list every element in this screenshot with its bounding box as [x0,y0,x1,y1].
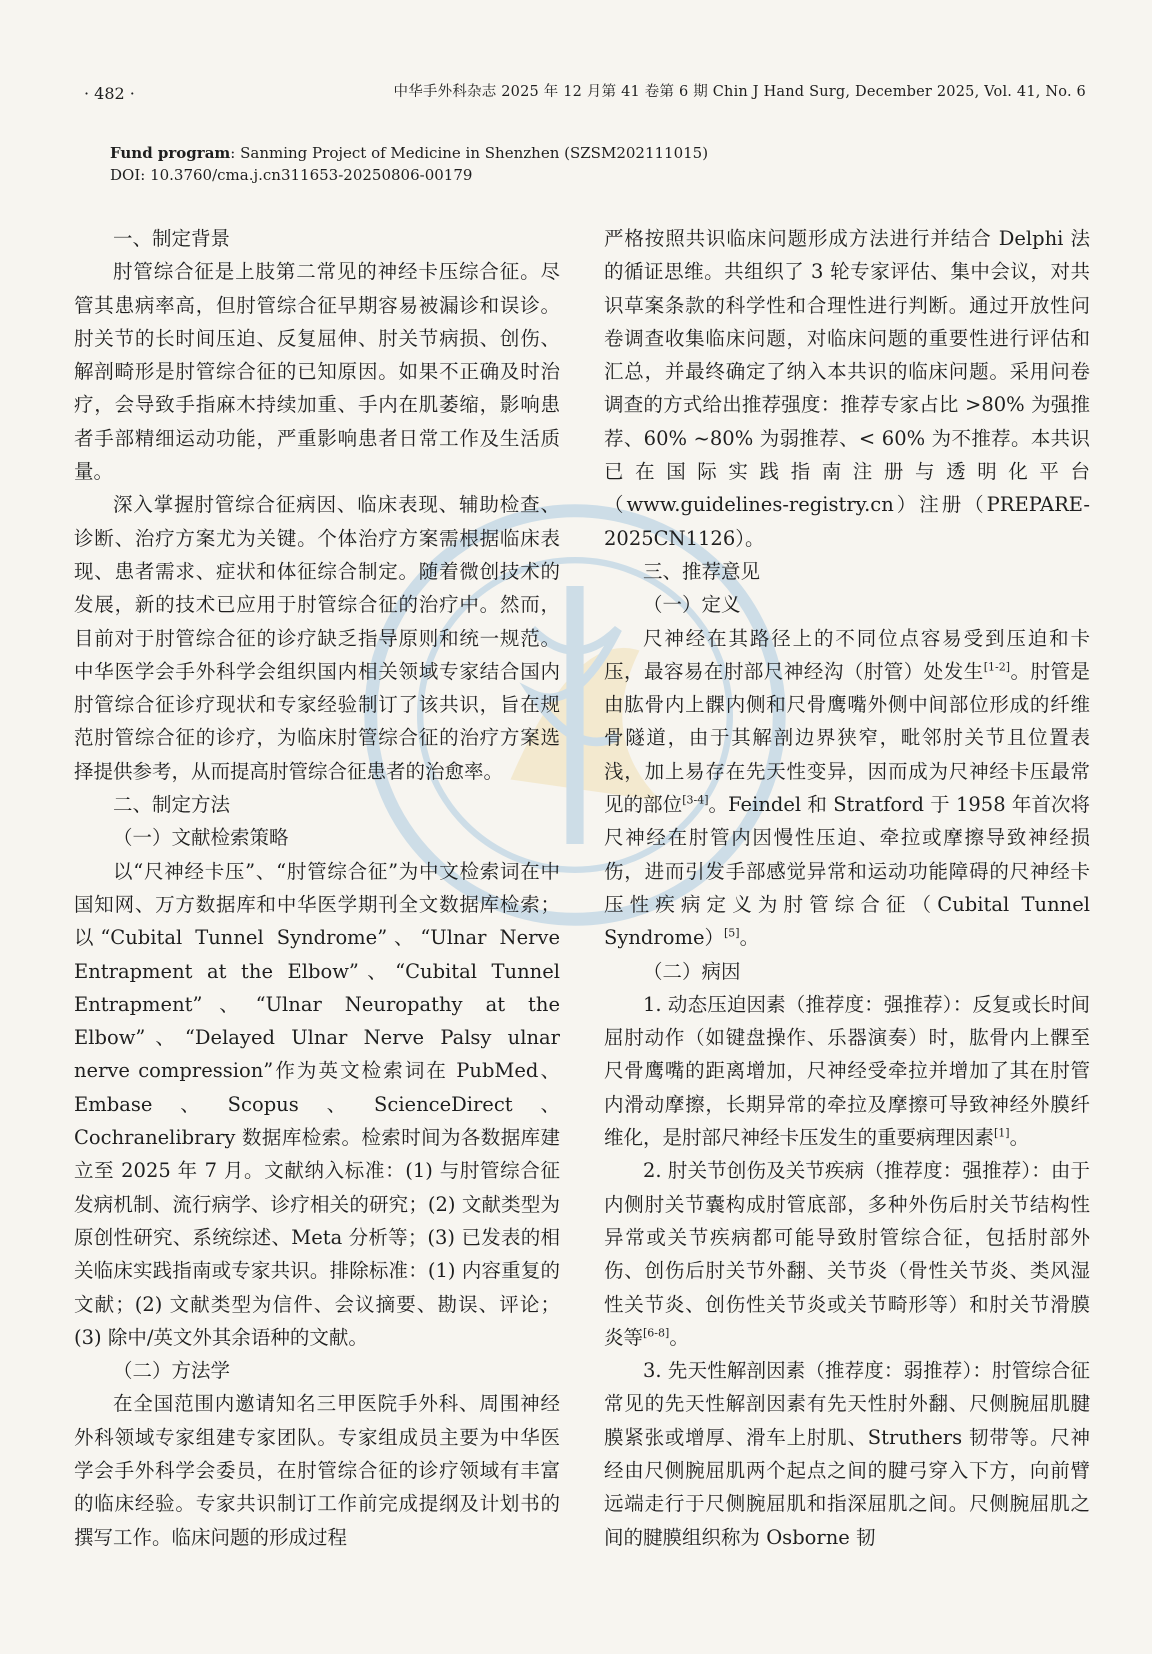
paragraph: 尺神经在其路径上的不同位点容易受到压迫和卡压，最容易在肘部尺神经沟（肘管）处发生[1-2]。肘管是由肱骨内上髁内侧和尺骨鹰嘴外侧中间部位形成的纤维骨隧道，由于其解剖边界狭窄，毗邻肘关节且位置表浅，加上易存在先天性变异，因而成为尺神经卡压最常见的部位[3-4]。Feindel 和 Stratford 于 1958 年首次将尺神经在肘管内因慢性压迫、牵拉或摩擦导致神经损伤，进而引发手部感觉异常和运动功能障碍的尺神经卡压性疾病定义为肘管综合征（Cubital Tunnel Syndrome）[5]。 [604,626,1090,950]
subsection-heading-etiology: （二）病因 [643,959,741,983]
paragraph: 深入掌握肘管综合征病因、临床表现、辅助检查、诊断、治疗方案尤为关键。个体治疗方案需根据临床表现、患者需求、症状和体征综合制定。随着微创技术的发展，新的技术已应用于肘管综合征的治疗中。然而，目前对于肘管综合征的诊疗缺乏指导原则和统一规范。中华医学会手外科学会组织国内相关领域专家结合国内肘管综合征诊疗现状和专家经验制订了该共识，旨在规范肘管综合征的诊疗，为临床肘管综合征的治疗方案选择提供参考，从而提高肘管综合征患者的治愈率。 [74,493,560,783]
section-heading-methods: 二、制定方法 [113,793,231,817]
fund-block [110,142,708,186]
paragraph: 2. 肘关节创伤及关节疾病（推荐度：强推荐）：由于内侧肘关节囊构成肘管底部，多种外伤后肘关节结构性异常或关节疾病都可能导致肘管综合征，包括肘部外伤、创伤后肘关节外翻、关节炎（骨性关节炎、类风湿性关节炎、创伤性关节炎或关节畸形等）和肘关节滑膜炎等[6-8]。 [604,1159,1090,1349]
paragraph: 1. 动态压迫因素（推荐度：强推荐）：反复或长时间屈肘动作（如键盘操作、乐器演奏）时，肱骨内上髁至尺骨鹰嘴的距离增加，尺神经受牵拉并增加了其在肘管内滑动摩擦，长期异常的牵拉及摩擦可导致神经外膜纤维化，是肘部尺神经卡压发生的重要病理因素[1]。 [604,992,1090,1150]
section-heading-background: 一、制定背景 [113,227,231,250]
subsection-heading-definition: （一）定义 [643,593,741,617]
right-column [604,222,1090,1554]
page-number: · 482 · [84,84,135,103]
paragraph: 肘管综合征是上肢第二常见的神经卡压综合征。尽管其患病率高，但肘管综合征早期容易被漏诊和误诊。肘关节的长时间压迫、反复屈伸、肘关节病损、创伤、解剖畸形是肘管综合征的已知原因。如果不正确及时治疗，会导致手指麻木持续加重、手内在肌萎缩，影响患者手部精细运动功能，严重影响患者日常工作及生活质量。 [74,260,560,484]
subsection-heading-methodology: （二）方法学 [113,1359,231,1383]
citation[interactable]: [1] [994,1126,1010,1140]
fund-label: Fund program [110,144,231,162]
left-column [74,222,560,1554]
paragraph: 严格按照共识临床问题形成方法进行并结合 Delphi 法的循证思维。共组织了 3 轮专家评估、集中会议，对共识草案条款的科学性和合理性进行判断。通过开放性问卷调查收集临床问题，对临床问题的重要性进行评估和汇总，并最终确定了纳入本共识的临床问题。采用问卷调查的方式给出推荐强度：推荐专家占比 >80% 为强推荐、60% ~80% 为弱推荐、< 60% 为不推荐。本共识已在国际实践指南注册与透明化平台（www.guidelines-registry.cn）注册（PREPARE-2025CN1126）。 [604,227,1090,550]
citation[interactable]: [3-4] [682,793,709,807]
citation[interactable]: [6-8] [643,1326,670,1340]
citation[interactable]: [1-2] [983,660,1011,674]
running-header: 中华手外科杂志 2025 年 12 月第 41 卷第 6 期 Chin J Hand Surg, December 2025, Vol. 41, No. 6 [393,84,1086,100]
citation[interactable]: [5] [724,926,740,940]
doi: DOI: 10.3760/cma.j.cn311653-20250806-00179 [110,166,473,184]
paragraph: 在全国范围内邀请知名三甲医院手外科、周围神经外科领域专家组建专家团队。专家组成员主要为中华医学会手外科学会委员，在肘管综合征的诊疗领域有丰富的临床经验。专家共识制订工作前完成提纲及计划书的撰写工作。临床问题的形成过程 [74,1392,560,1549]
paragraph: 以“尺神经卡压”、“肘管综合征”为中文检索词在中国知网、万方数据库和中华医学期刊全文数据库检索；以“Cubital Tunnel Syndrome”、“Ulnar Nerve Entrapment at the Elbow”、“Cubital Tunnel Entrapment”、“Ulnar Neuropathy at the Elbow”、“Delayed Ulnar Nerve Palsy ulnar nerve compression”作为英文检索词在 PubMed、Embase、Scopus、ScienceDirect、Cochranelibrary 数据库检索。检索时间为各数据库建立至 2025 年 7 月。文献纳入标准：(1) 与肘管综合征发病机制、流行病学、诊疗相关的研究；(2) 文献类型为原创性研究、系统综述、Meta 分析等；(3) 已发表的相关临床实践指南或专家共识。排除标准：(1) 内容重复的文献；(2) 文献类型为信件、会议摘要、勘误、评论；(3) 除中/英文外其余语种的文献。 [74,859,560,1349]
section-heading-recommendations: 三、推荐意见 [643,559,761,583]
paragraph: 3. 先天性解剖因素（推荐度：弱推荐）：肘管综合征常见的先天性解剖因素有先天性肘外翻、尺侧腕屈肌腱膜紧张或增厚、滑车上肘肌、Struthers 韧带等。尺神经由尺侧腕屈肌两个起点之间的腱弓穿入下方，向前臂远端走行于尺侧腕屈肌和指深屈肌之间。尺侧腕屈肌之间的腱膜组织称为 Osborne 韧 [604,1359,1090,1549]
subsection-heading-literature: （一）文献检索策略 [113,826,289,850]
fund-text: : Sanming Project of Medicine in Shenzhen (SZSM202111015) [230,144,709,162]
